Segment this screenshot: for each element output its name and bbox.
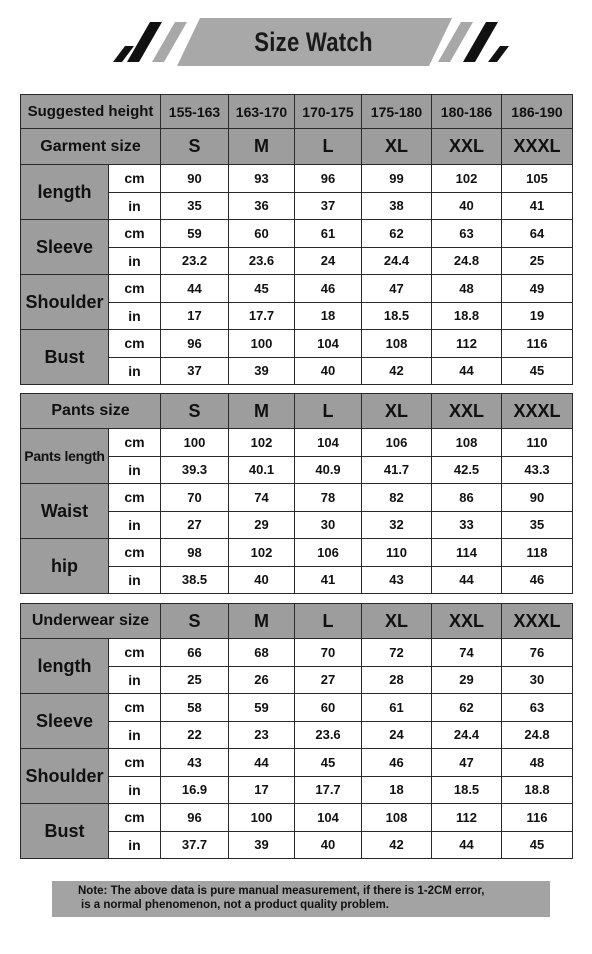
size-cell: M	[229, 129, 295, 165]
value-cell: 64	[502, 220, 573, 248]
measure-label: Pants length	[21, 429, 109, 484]
unit-cell: cm	[109, 694, 161, 722]
value-cell: 59	[229, 694, 295, 722]
value-cell: 96	[295, 165, 362, 193]
value-cell: 25	[161, 666, 229, 694]
value-cell: 58	[161, 694, 229, 722]
measure-label: Sleeve	[21, 220, 109, 275]
size-cell: XXXL	[502, 394, 573, 429]
unit-cell: cm	[109, 639, 161, 667]
table-row	[21, 749, 573, 777]
unit-cell: cm	[109, 804, 161, 832]
value-cell: 29	[432, 666, 502, 694]
pants-size-row	[21, 394, 573, 429]
value-cell: 24.4	[362, 247, 432, 275]
value-cell: 30	[502, 666, 573, 694]
measure-label: length	[21, 165, 109, 220]
value-cell: 24.8	[502, 721, 573, 749]
value-cell: 78	[295, 484, 362, 512]
value-cell: 60	[295, 694, 362, 722]
value-cell: 43	[161, 749, 229, 777]
value-cell: 105	[502, 165, 573, 193]
value-cell: 19	[502, 302, 573, 330]
value-cell: 90	[502, 484, 573, 512]
value-cell: 45	[295, 749, 362, 777]
value-cell: 44	[229, 749, 295, 777]
table-row	[21, 275, 573, 303]
garment-size-row	[21, 129, 573, 165]
table-row	[21, 220, 573, 248]
suggested-height-label: Suggested height	[21, 95, 161, 129]
value-cell: 40	[295, 357, 362, 385]
value-cell: 27	[161, 511, 229, 539]
value-cell: 106	[362, 429, 432, 457]
value-cell: 40	[229, 566, 295, 594]
size-cell: XXXL	[502, 604, 573, 639]
value-cell: 40	[432, 192, 502, 220]
measure-label: Bust	[21, 804, 109, 859]
size-cell: M	[229, 394, 295, 429]
value-cell: 35	[502, 511, 573, 539]
value-cell: 37	[295, 192, 362, 220]
value-cell: 44	[432, 357, 502, 385]
underwear-size-label: Underwear size	[21, 604, 161, 639]
size-cell: L	[295, 129, 362, 165]
size-cell: L	[295, 604, 362, 639]
value-cell: 61	[295, 220, 362, 248]
value-cell: 37	[161, 357, 229, 385]
size-cell: M	[229, 604, 295, 639]
value-cell: 43.3	[502, 456, 573, 484]
value-cell: 110	[502, 429, 573, 457]
value-cell: 27	[295, 666, 362, 694]
height-cell: 155-163	[161, 95, 229, 129]
unit-cell: in	[109, 776, 161, 804]
unit-cell: in	[109, 456, 161, 484]
value-cell: 46	[362, 749, 432, 777]
value-cell: 49	[502, 275, 573, 303]
value-cell: 96	[161, 330, 229, 358]
value-cell: 18.5	[362, 302, 432, 330]
garment-size-label: Garment size	[21, 129, 161, 165]
table-row	[21, 804, 573, 832]
height-cell: 175-180	[362, 95, 432, 129]
value-cell: 18	[295, 302, 362, 330]
size-cell: S	[161, 604, 229, 639]
value-cell: 24	[295, 247, 362, 275]
size-cell: XXL	[432, 604, 502, 639]
height-row	[21, 95, 573, 129]
height-cell: 163-170	[229, 95, 295, 129]
value-cell: 42	[362, 831, 432, 859]
value-cell: 100	[229, 330, 295, 358]
value-cell: 17	[229, 776, 295, 804]
unit-cell: cm	[109, 429, 161, 457]
value-cell: 16.9	[161, 776, 229, 804]
value-cell: 38.5	[161, 566, 229, 594]
value-cell: 114	[432, 539, 502, 567]
value-cell: 74	[229, 484, 295, 512]
value-cell: 30	[295, 511, 362, 539]
value-cell: 116	[502, 804, 573, 832]
value-cell: 76	[502, 639, 573, 667]
value-cell: 44	[161, 275, 229, 303]
value-cell: 24.8	[432, 247, 502, 275]
unit-cell: cm	[109, 330, 161, 358]
unit-cell: cm	[109, 484, 161, 512]
size-cell: XL	[362, 604, 432, 639]
value-cell: 104	[295, 804, 362, 832]
value-cell: 48	[502, 749, 573, 777]
value-cell: 43	[362, 566, 432, 594]
value-cell: 99	[362, 165, 432, 193]
value-cell: 22	[161, 721, 229, 749]
value-cell: 25	[502, 247, 573, 275]
value-cell: 48	[432, 275, 502, 303]
value-cell: 47	[362, 275, 432, 303]
value-cell: 44	[432, 566, 502, 594]
value-cell: 102	[229, 429, 295, 457]
value-cell: 17	[161, 302, 229, 330]
value-cell: 118	[502, 539, 573, 567]
size-cell: XL	[362, 394, 432, 429]
value-cell: 45	[229, 275, 295, 303]
value-cell: 72	[362, 639, 432, 667]
value-cell: 41	[295, 566, 362, 594]
value-cell: 90	[161, 165, 229, 193]
value-cell: 63	[502, 694, 573, 722]
table-row	[21, 484, 573, 512]
underwear-size-row	[21, 604, 573, 639]
measure-label: Shoulder	[21, 275, 109, 330]
value-cell: 33	[432, 511, 502, 539]
measurement-note	[52, 881, 550, 917]
measure-label: length	[21, 639, 109, 694]
value-cell: 23.6	[295, 721, 362, 749]
value-cell: 39	[229, 357, 295, 385]
measure-label: Sleeve	[21, 694, 109, 749]
value-cell: 23	[229, 721, 295, 749]
size-cell: XXL	[432, 394, 502, 429]
value-cell: 82	[362, 484, 432, 512]
size-cell: S	[161, 129, 229, 165]
table-row	[21, 694, 573, 722]
value-cell: 44	[432, 831, 502, 859]
value-cell: 106	[295, 539, 362, 567]
value-cell: 68	[229, 639, 295, 667]
table-row	[21, 165, 573, 193]
page-title: Size Watch	[254, 26, 373, 57]
value-cell: 42.5	[432, 456, 502, 484]
size-cell: S	[161, 394, 229, 429]
value-cell: 45	[502, 357, 573, 385]
value-cell: 35	[161, 192, 229, 220]
value-cell: 104	[295, 429, 362, 457]
unit-cell: in	[109, 831, 161, 859]
value-cell: 59	[161, 220, 229, 248]
value-cell: 66	[161, 639, 229, 667]
value-cell: 93	[229, 165, 295, 193]
value-cell: 40.1	[229, 456, 295, 484]
value-cell: 102	[432, 165, 502, 193]
value-cell: 98	[161, 539, 229, 567]
value-cell: 23.6	[229, 247, 295, 275]
value-cell: 96	[161, 804, 229, 832]
value-cell: 24.4	[432, 721, 502, 749]
unit-cell: cm	[109, 749, 161, 777]
value-cell: 23.2	[161, 247, 229, 275]
value-cell: 18.5	[432, 776, 502, 804]
right-stripe-3	[488, 46, 509, 62]
value-cell: 41	[502, 192, 573, 220]
garment-size-table	[20, 94, 573, 385]
table-row	[21, 539, 573, 567]
value-cell: 29	[229, 511, 295, 539]
table-row	[21, 429, 573, 457]
value-cell: 70	[161, 484, 229, 512]
value-cell: 108	[432, 429, 502, 457]
measure-label: Waist	[21, 484, 109, 539]
unit-cell: in	[109, 666, 161, 694]
unit-cell: cm	[109, 220, 161, 248]
height-cell: 170-175	[295, 95, 362, 129]
measure-label: Shoulder	[21, 749, 109, 804]
unit-cell: in	[109, 511, 161, 539]
title-banner	[0, 0, 592, 80]
table-row	[21, 639, 573, 667]
height-cell: 180-186	[432, 95, 502, 129]
value-cell: 26	[229, 666, 295, 694]
size-cell: XXL	[432, 129, 502, 165]
value-cell: 39	[229, 831, 295, 859]
unit-cell: in	[109, 302, 161, 330]
unit-cell: in	[109, 721, 161, 749]
value-cell: 32	[362, 511, 432, 539]
value-cell: 108	[362, 804, 432, 832]
value-cell: 102	[229, 539, 295, 567]
value-cell: 24	[362, 721, 432, 749]
value-cell: 36	[229, 192, 295, 220]
value-cell: 28	[362, 666, 432, 694]
value-cell: 112	[432, 804, 502, 832]
value-cell: 70	[295, 639, 362, 667]
value-cell: 100	[229, 804, 295, 832]
value-cell: 100	[161, 429, 229, 457]
note-line-2: is a normal phenomenon, not a product quality problem.	[81, 899, 389, 911]
pants-size-table	[20, 393, 573, 594]
size-cell: L	[295, 394, 362, 429]
value-cell: 42	[362, 357, 432, 385]
unit-cell: cm	[109, 275, 161, 303]
value-cell: 38	[362, 192, 432, 220]
unit-cell: cm	[109, 539, 161, 567]
value-cell: 45	[502, 831, 573, 859]
value-cell: 18.8	[502, 776, 573, 804]
value-cell: 110	[362, 539, 432, 567]
value-cell: 17.7	[295, 776, 362, 804]
unit-cell: in	[109, 192, 161, 220]
value-cell: 47	[432, 749, 502, 777]
size-cell: XL	[362, 129, 432, 165]
value-cell: 112	[432, 330, 502, 358]
value-cell: 116	[502, 330, 573, 358]
value-cell: 74	[432, 639, 502, 667]
value-cell: 18.8	[432, 302, 502, 330]
value-cell: 39.3	[161, 456, 229, 484]
value-cell: 46	[295, 275, 362, 303]
value-cell: 41.7	[362, 456, 432, 484]
value-cell: 104	[295, 330, 362, 358]
value-cell: 46	[502, 566, 573, 594]
height-cell: 186-190	[502, 95, 573, 129]
underwear-size-table	[20, 603, 573, 859]
value-cell: 86	[432, 484, 502, 512]
value-cell: 62	[432, 694, 502, 722]
measure-label: hip	[21, 539, 109, 594]
value-cell: 40	[295, 831, 362, 859]
measure-label: Bust	[21, 330, 109, 385]
value-cell: 40.9	[295, 456, 362, 484]
table-row	[21, 330, 573, 358]
value-cell: 63	[432, 220, 502, 248]
size-cell: XXXL	[502, 129, 573, 165]
pants-size-label: Pants size	[21, 394, 161, 429]
value-cell: 18	[362, 776, 432, 804]
value-cell: 108	[362, 330, 432, 358]
unit-cell: in	[109, 247, 161, 275]
value-cell: 37.7	[161, 831, 229, 859]
unit-cell: in	[109, 566, 161, 594]
value-cell: 60	[229, 220, 295, 248]
value-cell: 62	[362, 220, 432, 248]
value-cell: 61	[362, 694, 432, 722]
value-cell: 17.7	[229, 302, 295, 330]
unit-cell: cm	[109, 165, 161, 193]
unit-cell: in	[109, 357, 161, 385]
note-line-1: Note: The above data is pure manual measurement, if there is 1-2CM error,	[78, 885, 485, 897]
